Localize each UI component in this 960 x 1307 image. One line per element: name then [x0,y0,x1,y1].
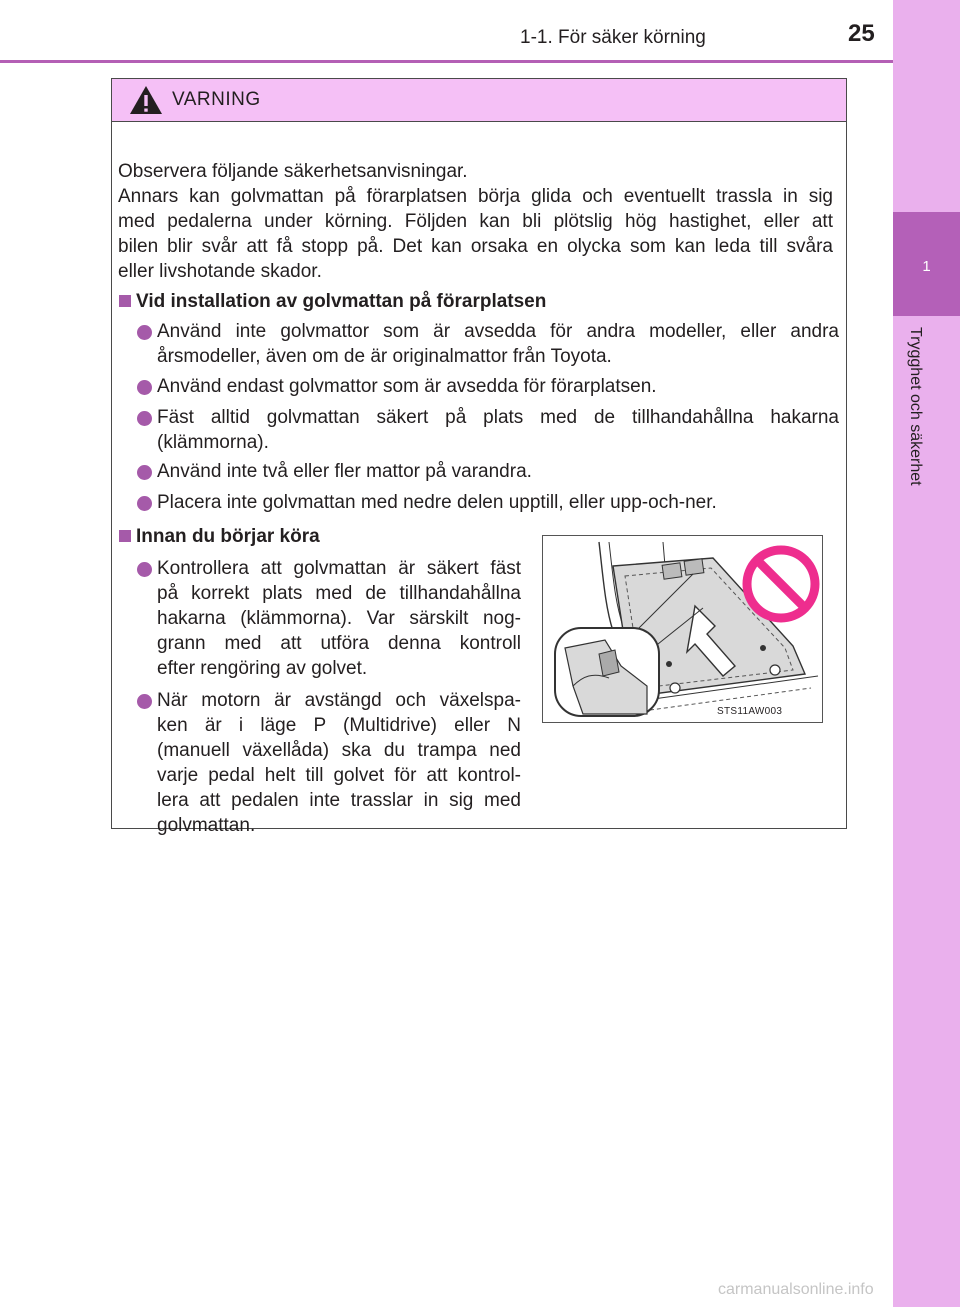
chapter-number: 1 [922,258,931,275]
list-item-7-line-5: lera att pedalen inte trasslar in sig med [157,790,521,811]
bullet-dot [137,465,152,480]
list-item-6-line-5: efter rengöring av golvet. [157,658,368,679]
illustration-code: STS11AW003 [717,706,783,717]
list-item-1-line-2: årsmodeller, även om de är originalmattor från Toyota. [157,346,612,367]
list-item-2-line-1: Använd endast golvmattor som är avsedda för förarplatsen. [157,376,657,397]
list-item-7-line-2: ken är i läge P (Multidrive) eller N [157,715,521,736]
intro-line-2: Annars kan golvmattan på förarplatsen börja glida och eventuellt trassla in sig [118,186,833,207]
list-item-7-line-1: När motorn är avstängd och växelspa- [157,690,521,711]
chapter-title: Trygghet och säkerhet [907,327,924,486]
list-item-4-line-1: Använd inte två eller fler mattor på varandra. [157,461,532,482]
section-bullet-square [119,295,131,307]
chapter-sidebar [893,0,960,1307]
list-item-1-line-1: Använd inte golvmattor som är avsedda för andra modeller, eller andra [157,321,839,342]
floor-mat-illustration [542,535,823,723]
list-item-6-line-3: hakarna (klämmorna). Var särskilt nog- [157,608,521,629]
list-item-5-line-1: Placera inte golvmattan med nedre delen upptill, eller upp-och-ner. [157,492,717,513]
list-item-7-line-3: (manuell växellåda) ska du trampa ned [157,740,521,761]
list-item-3-line-2: (klämmorna). [157,432,269,453]
list-item-6-line-4: grann med att utföra denna kontroll [157,633,521,654]
list-item-6-line-1: Kontrollera att golvmattan är säkert fäst [157,558,521,579]
bullet-dot [137,496,152,511]
floor-mat-drawing [543,536,823,723]
bullet-dot [137,380,152,395]
bullet-dot [137,325,152,340]
intro-line-1: Observera följande säkerhetsanvisningar. [118,161,468,182]
section-heading-before-driving: Innan du börjar köra [136,526,320,547]
list-item-6-line-2: på korrekt plats med de tillhandahållna [157,583,521,604]
warning-header [112,79,846,122]
header-rule [0,60,893,63]
warning-title: VARNING [172,89,261,110]
list-item-3-line-1: Fäst alltid golvmattan säkert på plats med de tillhandahållna hakarna [157,407,839,428]
list-item-7-line-4: varje pedal helt till golvet för att kontrol- [157,765,521,786]
list-item-7-line-6: golvmattan. [157,815,256,836]
bullet-dot [137,562,152,577]
intro-line-4: bilen blir svår att få stopp på. Det kan orsaka en olycka som kan leda till svåra [118,236,833,257]
section-heading-installation: Vid installation av golvmattan på förarplatsen [136,291,547,312]
bullet-dot [137,694,152,709]
section-title: 1-1. För säker körning [520,27,706,48]
watermark: carmanualsonline.info [718,1281,874,1298]
bullet-dot [137,411,152,426]
intro-line-3: med pedalerna under körning. Följden kan bli plötslig hög hastighet, eller att [118,211,833,232]
intro-line-5: eller livshotande skador. [118,261,322,282]
page-number: 25 [848,20,875,47]
warning-triangle-icon [129,84,163,116]
section-bullet-square [119,530,131,542]
